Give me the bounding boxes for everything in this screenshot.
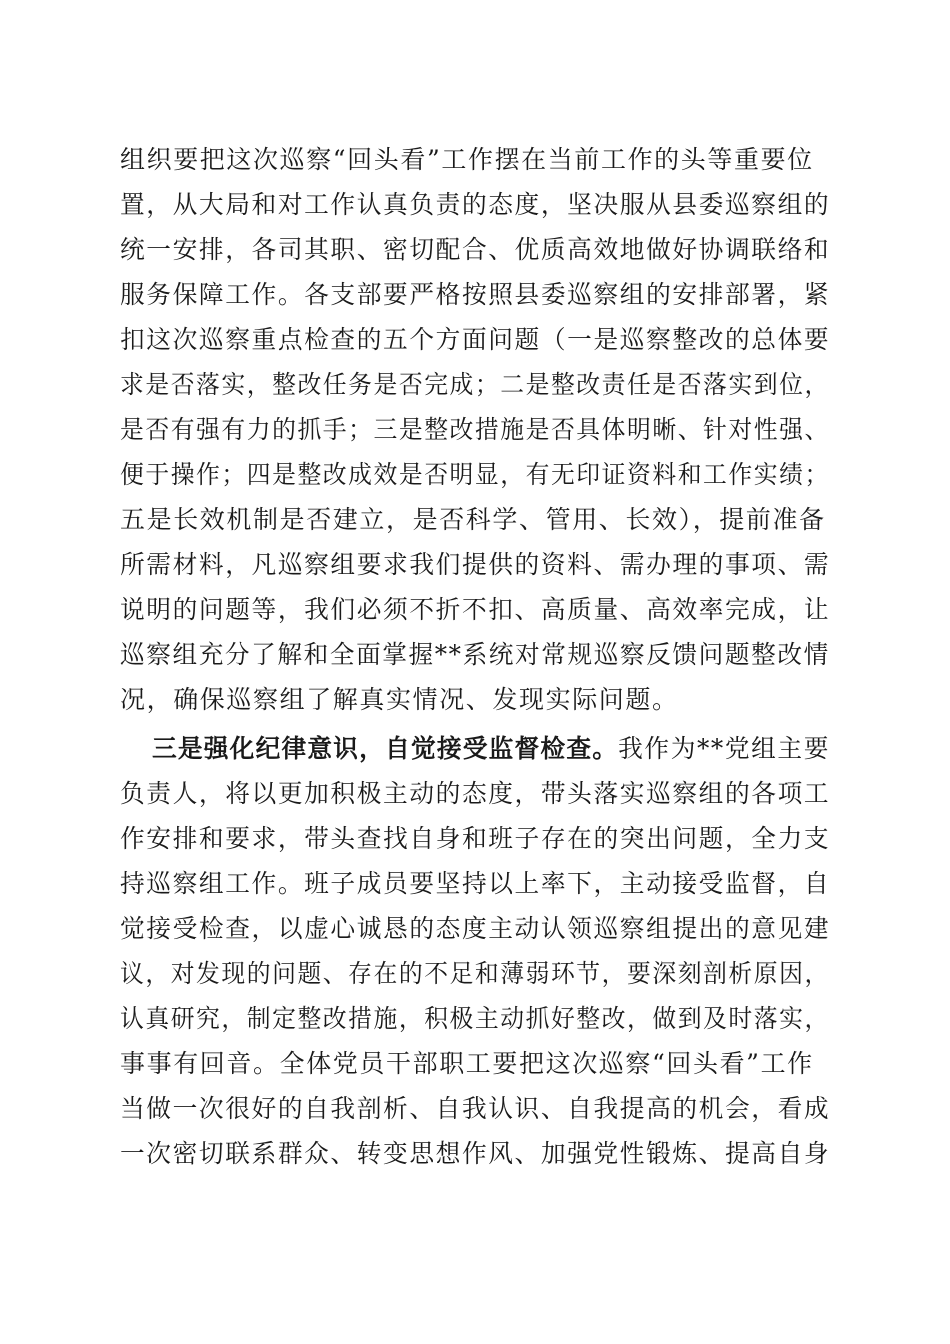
paragraph-line: 负责人，将以更加积极主动的态度，带头落实巡察组的各项工 (120, 779, 831, 808)
paragraph-line: 求是否落实，整改任务是否完成；二是整改责任是否落实到位， (120, 370, 830, 399)
paragraph-line: 觉接受检查，以虚心诚恳的态度主动认领巡察组提出的意见建 (120, 914, 831, 943)
paragraph-line: 当做一次很好的自我剖析、自我认识、自我提高的机会，看成 (120, 1094, 831, 1123)
paragraph-line: 置，从大局和对工作认真负责的态度，坚决服从县委巡察组的 (120, 190, 831, 219)
paragraph-line: 持巡察组工作。班子成员要坚持以上率下，主动接受监督，自 (120, 869, 831, 898)
paragraph-line: 服务保障工作。各支部要严格按照县委巡察组的安排部署，紧 (120, 280, 831, 309)
paragraph-line: 认真研究，制定整改措施，积极主动抓好整改，做到及时落实， (120, 1004, 830, 1033)
paragraph-line: 议，对发现的问题、存在的不足和薄弱环节，要深刻剖析原因， (120, 959, 830, 988)
paragraph-line: 是否有强有力的抓手；三是整改措施是否具体明晰、针对性强、 (120, 415, 830, 444)
paragraph-line: 巡察组充分了解和全面掌握**系统对常规巡察反馈问题整改情 (120, 640, 830, 669)
paragraph-line: 扣这次巡察重点检查的五个方面问题（一是巡察整改的总体要 (120, 325, 831, 354)
paragraph-line: 统一安排，各司其职、密切配合、优质高效地做好协调联络和 (120, 235, 831, 264)
paragraph-line: 组织要把这次巡察“回头看”工作摆在当前工作的头等重要位 (120, 145, 814, 174)
paragraph-line: 说明的问题等，我们必须不折不扣、高质量、高效率完成，让 (120, 595, 831, 624)
paragraph-line: 况，确保巡察组了解真实情况、发现实际问题。 (120, 685, 679, 714)
paragraph-first-line (152, 729, 830, 769)
paragraph-line: 作安排和要求，带头查找自身和班子存在的突出问题，全力支 (120, 824, 831, 853)
section-heading: 三是强化纪律意识，自觉接受监督检查。 (152, 734, 619, 763)
paragraph-line: 便于操作；四是整改成效是否明显，有无印证资料和工作实绩； (120, 460, 830, 489)
paragraph-line: 事事有回音。全体党员干部职工要把这次巡察“回头看”工作 (120, 1049, 814, 1078)
paragraph-line: 五是长效机制是否建立，是否科学、管用、长效），提前准备 (120, 505, 826, 534)
first-line-rest: 我作为**党组主要 (618, 734, 831, 763)
paragraph-line: 一次密切联系群众、转变思想作风、加强党性锻炼、提高自身 (120, 1139, 831, 1168)
paragraph-line: 所需材料，凡巡察组要求我们提供的资料、需办理的事项、需 (120, 550, 831, 579)
